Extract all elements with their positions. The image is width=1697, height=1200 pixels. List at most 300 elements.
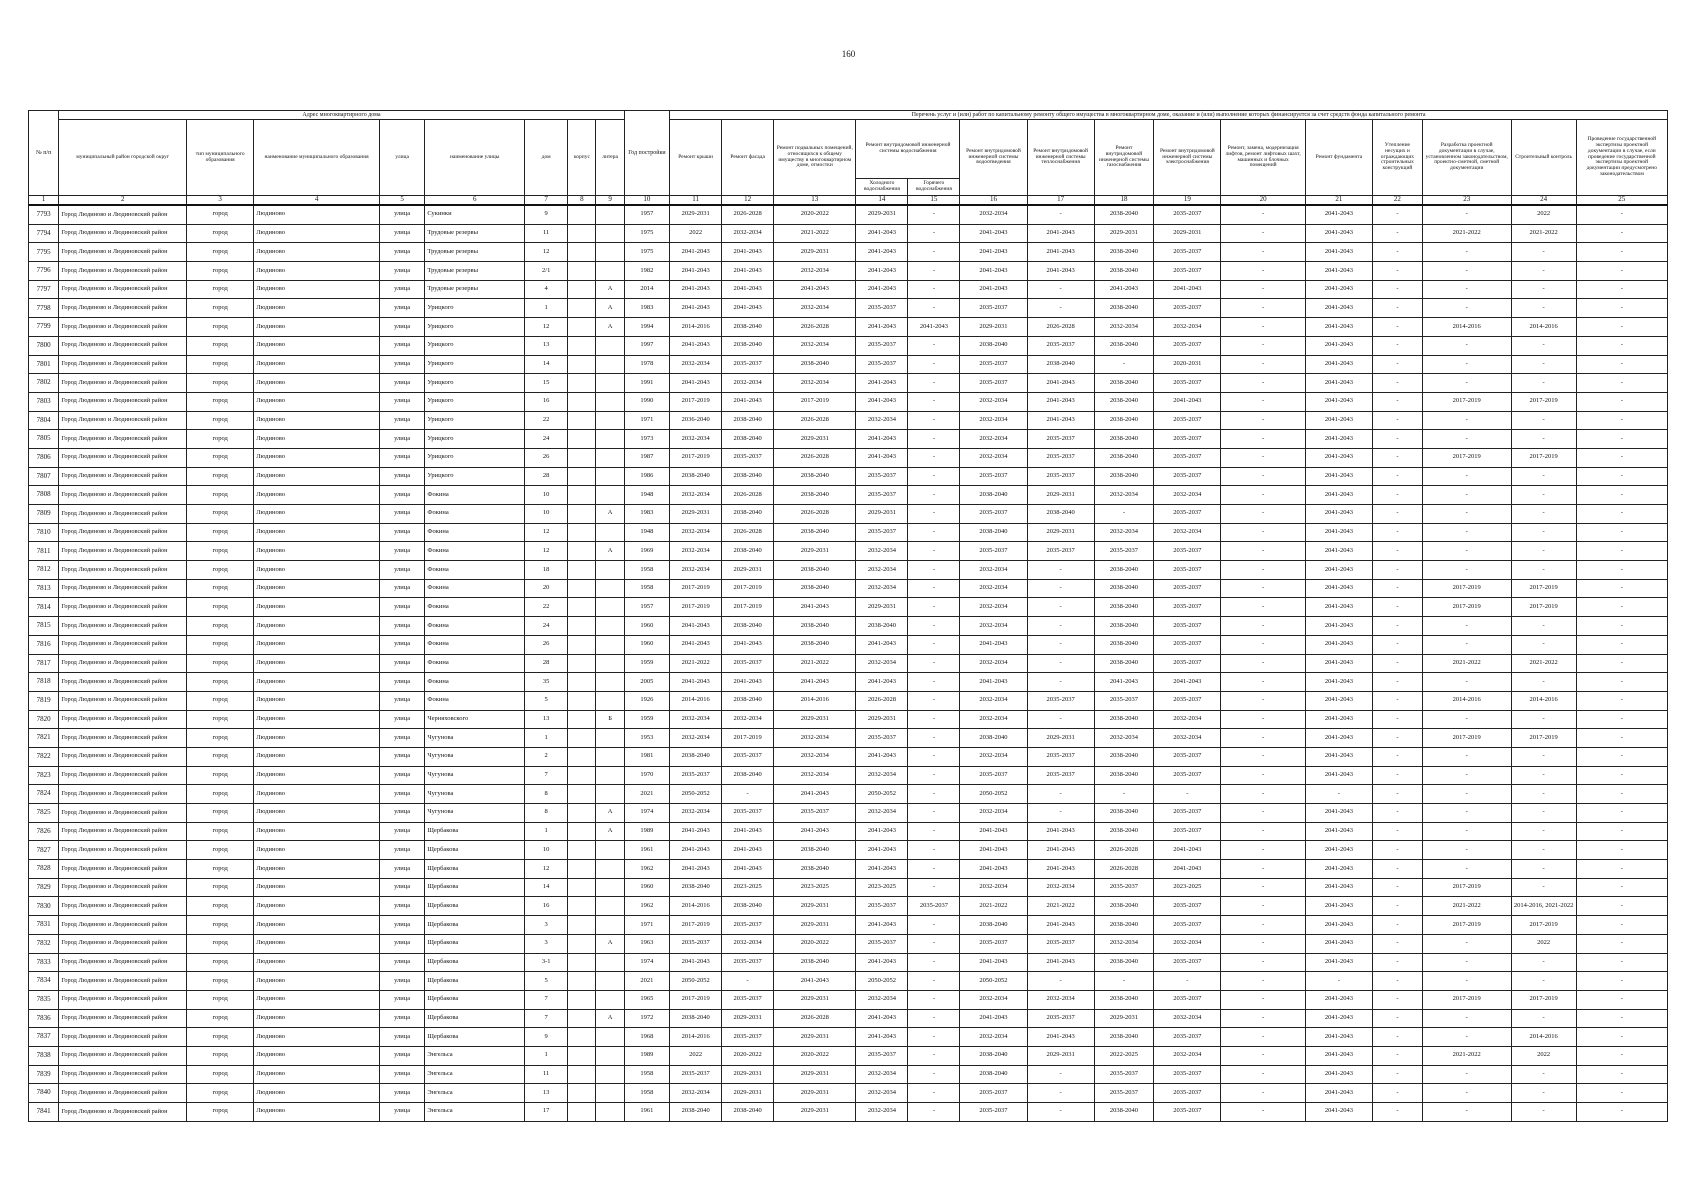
street-name-cell: Урицкого [425,355,525,374]
expertise-cell: - [1576,280,1667,299]
sewer-cell: 2050-2052 [960,972,1027,991]
insulation-cell: - [1373,654,1423,673]
elevator-cell: - [1221,860,1305,879]
gas-cell: 2035-2037 [1094,691,1154,710]
gas-cell: 2038-2040 [1094,617,1154,636]
insulation-cell: - [1373,635,1423,654]
district-cell: Город Людиново и Людиновский район [59,205,187,224]
heating-cell: 2035-2037 [1027,336,1094,355]
sewer-cell: 2032-2034 [960,878,1027,897]
mo-name-cell: Людиново [254,747,380,766]
insulation-cell: - [1373,1028,1423,1047]
table-row [29,262,1668,281]
street-name-cell: Трудовые резервы [425,262,525,281]
hot-water-cell: - [908,1084,960,1103]
basement-cell: 2026-2028 [774,1009,856,1028]
foundation-cell: 2041-2043 [1305,598,1372,617]
district-cell: Город Людиново и Людиновский район [59,691,187,710]
basement-cell: 2032-2034 [774,729,856,748]
expertise-cell: - [1576,766,1667,785]
year-cell: 2005 [624,673,669,692]
heating-cell: 2041-2043 [1027,822,1094,841]
mo-name-cell: Людиново [254,710,380,729]
building-cell [568,916,596,935]
street-type-cell: улица [379,1009,424,1028]
sewer-cell: 2041-2043 [960,280,1027,299]
foundation-cell: 2041-2043 [1305,430,1372,449]
building-cell [568,355,596,374]
heating-cell: 2035-2037 [1027,1009,1094,1028]
roof-cell: 2032-2034 [670,486,722,505]
year-cell: 1953 [624,729,669,748]
sewer-cell: 2038-2040 [960,486,1027,505]
roof-cell: 2038-2040 [670,1009,722,1028]
design-docs-cell: - [1422,822,1511,841]
cold-water-cell: 2035-2037 [856,934,908,953]
heating-cell: - [1027,598,1094,617]
street-type-cell: улица [379,467,424,486]
street-type-cell: улица [379,523,424,542]
table-row [29,318,1668,337]
data-table [28,110,1668,1122]
district-cell: Город Людиново и Людиновский район [59,635,187,654]
column-number: 13 [774,196,856,206]
facade-cell: 2017-2019 [722,729,774,748]
mo-type-cell: город [187,710,254,729]
power-cell: 2023-2025 [1154,878,1221,897]
facade-cell: 2032-2034 [722,224,774,243]
foundation-cell: 2041-2043 [1305,1065,1372,1084]
hot-water-cell: - [908,392,960,411]
table-row [29,897,1668,916]
row-number: 7797 [29,280,59,299]
mo-type-cell: город [187,654,254,673]
facade-cell: 2038-2040 [722,411,774,430]
header-foundation: Ремонт фундамента [1305,120,1372,196]
expertise-cell: - [1576,785,1667,804]
year-cell: 1974 [624,804,669,823]
sewer-cell: 2038-2040 [960,1065,1027,1084]
street-name-cell: Трудовые резервы [425,280,525,299]
table-row [29,374,1668,393]
elevator-cell: - [1221,673,1305,692]
power-cell: 2032-2034 [1154,729,1221,748]
table-row [29,467,1668,486]
facade-cell: 2035-2037 [722,953,774,972]
letter-cell [596,392,624,411]
foundation-cell: 2041-2043 [1305,916,1372,935]
power-cell: 2035-2037 [1154,804,1221,823]
design-docs-cell: 2017-2019 [1422,392,1511,411]
street-name-cell: Щербакова [425,860,525,879]
heating-cell: 2041-2043 [1027,411,1094,430]
insulation-cell: - [1373,897,1423,916]
table-row [29,505,1668,524]
row-number: 7841 [29,1103,59,1122]
cold-water-cell: 2041-2043 [856,430,908,449]
sewer-cell: 2032-2034 [960,710,1027,729]
column-number: 23 [1422,196,1511,206]
design-docs-cell: - [1422,841,1511,860]
facade-cell: 2038-2040 [722,1103,774,1122]
construction-control-cell: 2014-2016 [1511,318,1576,337]
year-cell: 1981 [624,747,669,766]
roof-cell: 2038-2040 [670,1103,722,1122]
expertise-cell: - [1576,1046,1667,1065]
mo-name-cell: Людиново [254,224,380,243]
basement-cell: 2032-2034 [774,766,856,785]
gas-cell: 2029-2031 [1094,224,1154,243]
insulation-cell: - [1373,205,1423,224]
design-docs-cell: 2014-2016 [1422,318,1511,337]
building-cell [568,598,596,617]
hot-water-cell: - [908,1046,960,1065]
mo-type-cell: город [187,1065,254,1084]
house-cell: 5 [525,691,568,710]
cold-water-cell: 2041-2043 [856,243,908,262]
column-number: 9 [596,196,624,206]
year-cell: 2014 [624,280,669,299]
cold-water-cell: 2041-2043 [856,318,908,337]
street-name-cell: Фокина [425,598,525,617]
street-name-cell: Щербакова [425,1009,525,1028]
letter-cell: Б [596,710,624,729]
street-type-cell: улица [379,934,424,953]
cold-water-cell: 2041-2043 [856,747,908,766]
elevator-cell: - [1221,374,1305,393]
mo-type-cell: город [187,486,254,505]
header-gas: Ремонт внутридомовой инженерной системы газоснабжения [1094,120,1154,196]
design-docs-cell: - [1422,1084,1511,1103]
cold-water-cell: 2041-2043 [856,1009,908,1028]
header-address-group: Адрес многоквартирного дома [59,111,624,120]
district-cell: Город Людиново и Людиновский район [59,224,187,243]
letter-cell [596,916,624,935]
roof-cell: 2029-2031 [670,205,722,224]
building-cell [568,392,596,411]
elevator-cell: - [1221,1065,1305,1084]
district-cell: Город Людиново и Людиновский район [59,897,187,916]
roof-cell: 2021-2022 [670,654,722,673]
street-type-cell: улица [379,280,424,299]
basement-cell: 2029-2031 [774,1103,856,1122]
roof-cell: 2032-2034 [670,710,722,729]
header-water-system: Ремонт внутридомовой инженерной системы водоснабжения [856,120,960,179]
expertise-cell: - [1576,635,1667,654]
row-number: 7795 [29,243,59,262]
letter-cell [596,262,624,281]
street-name-cell: Чугунова [425,785,525,804]
street-name-cell: Щербакова [425,916,525,935]
expertise-cell: - [1576,262,1667,281]
construction-control-cell: - [1511,860,1576,879]
foundation-cell: 2041-2043 [1305,766,1372,785]
basement-cell: 2038-2040 [774,841,856,860]
district-cell: Город Людиново и Людиновский район [59,243,187,262]
foundation-cell: 2041-2043 [1305,467,1372,486]
house-cell: 24 [525,430,568,449]
district-cell: Город Людиново и Людиновский район [59,747,187,766]
insulation-cell: - [1373,1084,1423,1103]
heating-cell: 2035-2037 [1027,542,1094,561]
street-name-cell: Энгельса [425,1103,525,1122]
heating-cell: 2035-2037 [1027,430,1094,449]
facade-cell: 2041-2043 [722,860,774,879]
building-cell [568,635,596,654]
building-cell [568,486,596,505]
foundation-cell: 2041-2043 [1305,392,1372,411]
mo-name-cell: Людиново [254,579,380,598]
construction-control-cell: - [1511,336,1576,355]
expertise-cell: - [1576,467,1667,486]
design-docs-cell: 2017-2019 [1422,448,1511,467]
construction-control-cell: - [1511,355,1576,374]
table-row [29,729,1668,748]
insulation-cell: - [1373,785,1423,804]
table-row [29,691,1668,710]
year-cell: 2021 [624,785,669,804]
expertise-cell: - [1576,392,1667,411]
letter-cell [596,897,624,916]
basement-cell: 2038-2040 [774,953,856,972]
table-row [29,766,1668,785]
roof-cell: 2041-2043 [670,243,722,262]
letter-cell [596,953,624,972]
street-name-cell: Чугунова [425,766,525,785]
district-cell: Город Людиново и Людиновский район [59,430,187,449]
power-cell: 2041-2043 [1154,673,1221,692]
roof-cell: 2035-2037 [670,1065,722,1084]
header-roof: Ремонт крыши [670,120,722,196]
district-cell: Город Людиново и Людиновский район [59,280,187,299]
construction-control-cell: - [1511,972,1576,991]
header-year: Год постройки [624,111,669,196]
letter-cell [596,841,624,860]
sewer-cell: 2035-2037 [960,505,1027,524]
street-type-cell: улица [379,1065,424,1084]
column-number: 16 [960,196,1027,206]
roof-cell: 2035-2037 [670,766,722,785]
mo-type-cell: город [187,916,254,935]
basement-cell: 2020-2022 [774,1046,856,1065]
mo-type-cell: город [187,542,254,561]
power-cell: 2035-2037 [1154,1028,1221,1047]
expertise-cell: - [1576,1065,1667,1084]
roof-cell: 2041-2043 [670,336,722,355]
district-cell: Город Людиново и Людиновский район [59,972,187,991]
year-cell: 1958 [624,561,669,580]
expertise-cell: - [1576,916,1667,935]
column-number: 24 [1511,196,1576,206]
mo-name-cell: Людиново [254,878,380,897]
gas-cell: 2032-2034 [1094,729,1154,748]
row-number: 7816 [29,635,59,654]
heating-cell: 2041-2043 [1027,953,1094,972]
expertise-cell: - [1576,822,1667,841]
insulation-cell: - [1373,411,1423,430]
mo-type-cell: город [187,579,254,598]
mo-type-cell: город [187,972,254,991]
mo-name-cell: Людиново [254,505,380,524]
basement-cell: 2029-2031 [774,916,856,935]
table-row [29,1103,1668,1122]
roof-cell: 2014-2016 [670,691,722,710]
house-cell: 2/1 [525,262,568,281]
street-name-cell: Щербакова [425,1028,525,1047]
year-cell: 1969 [624,542,669,561]
construction-control-cell: 2014-2016 [1511,1028,1576,1047]
foundation-cell: 2041-2043 [1305,878,1372,897]
roof-cell: 2017-2019 [670,598,722,617]
year-cell: 1960 [624,635,669,654]
cold-water-cell: 2032-2034 [856,1065,908,1084]
mo-name-cell: Людиново [254,841,380,860]
design-docs-cell: - [1422,243,1511,262]
row-number: 7814 [29,598,59,617]
insulation-cell: - [1373,747,1423,766]
elevator-cell: - [1221,635,1305,654]
house-cell: 10 [525,505,568,524]
design-docs-cell: - [1422,766,1511,785]
mo-type-cell: город [187,1103,254,1122]
power-cell: 2035-2037 [1154,579,1221,598]
basement-cell: 2038-2040 [774,486,856,505]
gas-cell: - [1094,785,1154,804]
facade-cell: 2032-2034 [722,934,774,953]
street-name-cell: Фокина [425,617,525,636]
power-cell: 2035-2037 [1154,1065,1221,1084]
heating-cell: - [1027,299,1094,318]
expertise-cell: - [1576,990,1667,1009]
letter-cell [596,1046,624,1065]
hot-water-cell: - [908,617,960,636]
row-number: 7818 [29,673,59,692]
roof-cell: 2050-2052 [670,785,722,804]
house-cell: 13 [525,710,568,729]
table-row [29,205,1668,224]
sewer-cell: 2021-2022 [960,897,1027,916]
street-name-cell: Урицкого [425,467,525,486]
roof-cell: 2032-2034 [670,561,722,580]
insulation-cell: - [1373,579,1423,598]
house-cell: 8 [525,785,568,804]
year-cell: 1968 [624,1028,669,1047]
table-row [29,430,1668,449]
mo-name-cell: Людиново [254,1065,380,1084]
construction-control-cell: 2017-2019 [1511,579,1576,598]
column-number: 14 [856,196,908,206]
gas-cell: - [1094,355,1154,374]
roof-cell: 2032-2034 [670,804,722,823]
year-cell: 1971 [624,916,669,935]
letter-cell [596,411,624,430]
power-cell: 2035-2037 [1154,561,1221,580]
hot-water-cell: - [908,972,960,991]
column-number: 18 [1094,196,1154,206]
street-name-cell: Энгельса [425,1084,525,1103]
sewer-cell: 2032-2034 [960,448,1027,467]
construction-control-cell: 2017-2019 [1511,598,1576,617]
facade-cell: 2038-2040 [722,617,774,636]
mo-type-cell: город [187,467,254,486]
cold-water-cell: 2035-2037 [856,523,908,542]
building-cell [568,747,596,766]
sewer-cell: 2035-2037 [960,374,1027,393]
table-row [29,280,1668,299]
mo-type-cell: город [187,1046,254,1065]
insulation-cell: - [1373,710,1423,729]
cold-water-cell: 2026-2028 [856,691,908,710]
roof-cell: 2032-2034 [670,542,722,561]
building-cell [568,1084,596,1103]
roof-cell: 2032-2034 [670,430,722,449]
construction-control-cell: - [1511,747,1576,766]
gas-cell: 2038-2040 [1094,467,1154,486]
cold-water-cell: 2041-2043 [856,673,908,692]
header-building: корпус [568,120,596,196]
foundation-cell: 2041-2043 [1305,1046,1372,1065]
insulation-cell: - [1373,430,1423,449]
design-docs-cell: - [1422,934,1511,953]
elevator-cell: - [1221,262,1305,281]
expertise-cell: - [1576,542,1667,561]
mo-name-cell: Людиново [254,804,380,823]
design-docs-cell: - [1422,299,1511,318]
heating-cell: - [1027,561,1094,580]
cold-water-cell: 2035-2037 [856,1046,908,1065]
street-type-cell: улица [379,411,424,430]
elevator-cell: - [1221,1009,1305,1028]
year-cell: 1963 [624,934,669,953]
expertise-cell: - [1576,505,1667,524]
table-row [29,299,1668,318]
gas-cell: - [1094,505,1154,524]
row-number: 7828 [29,860,59,879]
street-name-cell: Щербакова [425,841,525,860]
gas-cell: 2038-2040 [1094,579,1154,598]
table-row [29,1084,1668,1103]
row-number: 7802 [29,374,59,393]
facade-cell: 2017-2019 [722,598,774,617]
cold-water-cell: 2035-2037 [856,355,908,374]
year-cell: 1990 [624,392,669,411]
cold-water-cell: 2029-2031 [856,205,908,224]
letter-cell [596,691,624,710]
heating-cell: 2041-2043 [1027,860,1094,879]
construction-control-cell: 2022 [1511,1046,1576,1065]
row-number: 7806 [29,448,59,467]
street-name-cell: Урицкого [425,448,525,467]
power-cell: 2035-2037 [1154,1084,1221,1103]
hot-water-cell: - [908,467,960,486]
street-name-cell: Щербакова [425,822,525,841]
column-number: 20 [1221,196,1305,206]
building-cell [568,1009,596,1028]
mo-name-cell: Людиново [254,766,380,785]
header-basement: Ремонт подвальных помещений, относящихся к общему имуществу в многоквартирном доме, отмостки [774,120,856,196]
street-name-cell: Энгельса [425,1065,525,1084]
gas-cell: 2035-2037 [1094,1065,1154,1084]
header-cold-water: Холодного водоснабжения [856,179,908,196]
column-number: 5 [379,196,424,206]
column-number: 3 [187,196,254,206]
row-number: 7815 [29,617,59,636]
table-row [29,878,1668,897]
design-docs-cell: - [1422,953,1511,972]
row-number: 7810 [29,523,59,542]
heating-cell: 2035-2037 [1027,448,1094,467]
facade-cell: 2032-2034 [722,710,774,729]
